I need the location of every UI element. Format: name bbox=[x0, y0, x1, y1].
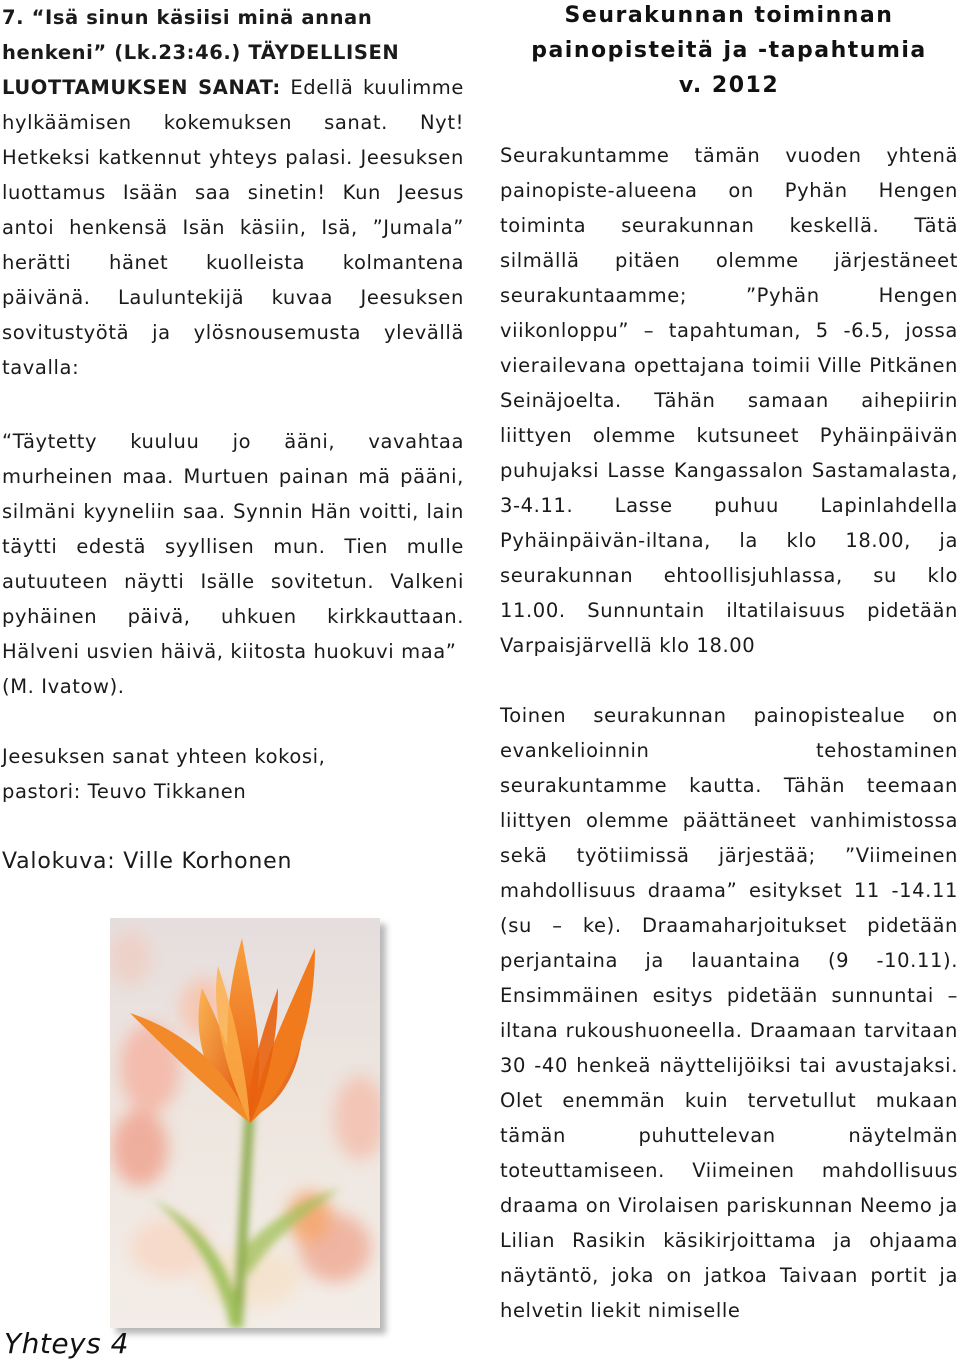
section-7-heading-line1: 7. “Isä sinun käsiisi minä annan bbox=[2, 6, 373, 29]
events-paragraph-1: Seurakuntamme tämän vuoden yhtenä painopiste-alueena on Pyhän Hengen toiminta seurakunnan keskellä. Tätä silmällä pitäen olemme järjestäneet seurakuntaamme; ”Pyhän Hengen viikonloppu” – tapahtuman, 5 -6.5, jossa vierailevana opettajana toimii Ville Pitkänen Seinäjoelta. Tähän samaan aihepiirin liittyen olemme kutsuneet Pyhäinpäivän puhujaksi Lasse Kangassalon Sastamalasta, 3-4.11. Lasse puhuu Lapinlahdella Pyhäinpäivän-iltana, la klo 18.00, ja seurakunnan ehtoollisjuhlassa, su klo 11.00. Sunnuntain iltatilaisuus pidetään Varpaisjärvellä klo 18.00 bbox=[500, 144, 958, 657]
events-heading-line1: Seurakunnan toiminnan bbox=[564, 3, 894, 28]
events-paragraph-2: Toinen seurakunnan painopistealue on evankelioinnin tehostaminen seurakuntamme kautta. Tähän teemaan liittyen olemme päättäneet vanhimistossa sekä työtiimissä järjestää; ”Viimeinen mahdollisuus draama” esitykset 11 -14.11 (su – ke). Draamaharjoitukset pidetään perjantaina ja lauantaina (9 -10.11). Ensimmäinen esitys pidetään sunnuntai – iltana rukoushuoneella. Draamaan tarvitaan 30 -40 henkeä näyttelijöiksi tai avustajaksi. Olet enemmän kuin tervetullut mukaan tämän puhuttelevan näytelmän toteuttamiseen. Viimeinen mahdollisuus draama on Virolaisen pariskunnan Neemo ja Lilian Rasikin käsikirjoittama ja ohjaama näytäntö, joka on jatkoa Taivaan portit ja helvetin liekit nimiselle bbox=[500, 704, 958, 1322]
events-heading bbox=[500, 0, 958, 103]
compiled-by bbox=[2, 739, 464, 809]
poem-quote bbox=[2, 424, 464, 704]
compiled-by-line1: Jeesuksen sanat yhteen kokosi, bbox=[2, 745, 326, 768]
section-7-heading-line2: henkeni” (Lk.23:46.) TÄYDELLISEN bbox=[2, 41, 400, 64]
events-heading-line3: v. 2012 bbox=[678, 73, 780, 98]
section-7-intro-text: Edellä kuulimme hylkäämisen kokemuksen sanat. Nyt! Hetkeksi katkennut yhteys palasi. Jeesuksen luottamus Isään saa sinetin! Kun Jeesus antoi henkensä Isän käsiin, Isä, ”Jumala” herätti hänet kuolleista kolmantena päivänä. Lauluntekijä kuvaa Jeesuksen sovitustyötä ja ylösnousemusta ylevällä tavalla: bbox=[2, 76, 465, 379]
poem-author: (M. Ivatow). bbox=[2, 675, 125, 698]
tulip-photo bbox=[110, 918, 380, 1328]
left-column bbox=[2, 0, 464, 879]
section-7-intro bbox=[2, 0, 464, 385]
section-7-heading-line3: LUOTTAMUKSEN SANAT: bbox=[2, 76, 281, 99]
page-footer-label: Yhteys 4 bbox=[4, 1327, 129, 1360]
right-column bbox=[500, 0, 958, 1328]
photo-credit: Valokuva: Ville Korhonen bbox=[2, 849, 293, 874]
poem-text: “Täytetty kuuluu jo ääni, vavahtaa murheinen maa. Murtuen painan mä pääni, silmäni kyyneliin saa. Synnin Hän voitti, lain täytti edestä syyllisen mun. Tien mulle autuuteen näytti Isälle sovitetun. Valkeni pyhäinen päivä, uhkuen kirkkauttaan. Hälveni usvien häivä, kiitosta huokuvi maa” bbox=[2, 430, 464, 663]
events-heading-line2: painopisteitä ja -tapahtumia bbox=[531, 38, 927, 63]
compiled-by-line2: pastori: Teuvo Tikkanen bbox=[2, 780, 247, 803]
